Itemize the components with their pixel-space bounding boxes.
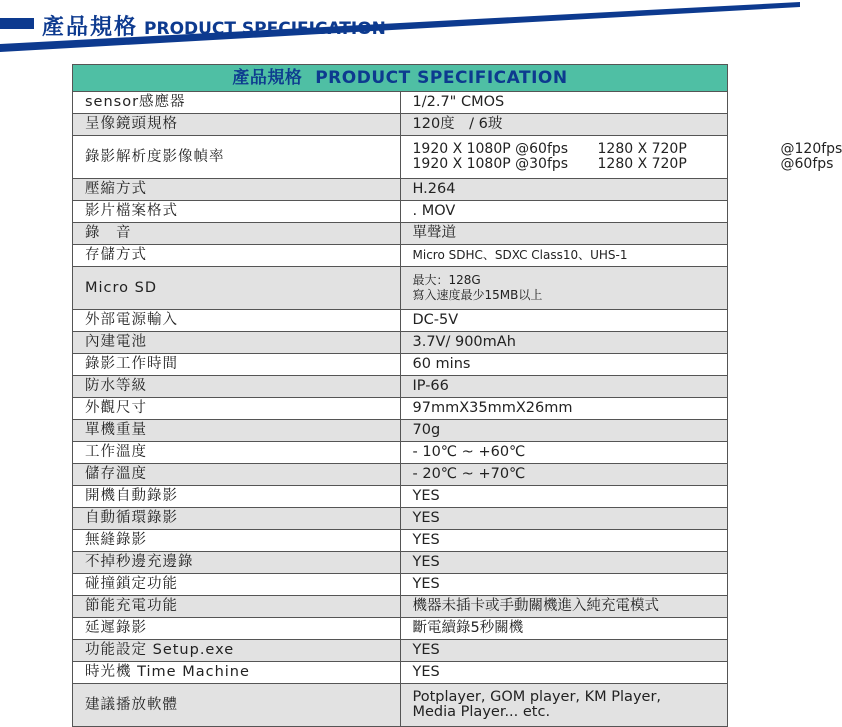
spec-value-line: Potplayer, GOM player, KM Player, [413,690,728,705]
resolution-cell: 1280 X 720P [598,142,781,157]
spec-label: 無縫錄影 [73,530,401,552]
spec-value: 70g [400,420,728,442]
spec-label: 不掉秒邊充邊錄 [73,552,401,574]
spec-header-en: PRODUCT SPECIFICATION [315,68,567,88]
spec-label: Micro SD [73,267,401,310]
spec-row [73,267,728,310]
spec-value: DC-5V [400,310,728,332]
page-title-cn: 產品規格 [42,15,138,40]
resolution-cell: 1280 X 720P [598,157,781,172]
spec-row [73,332,728,354]
spec-label: 時光機 Time Machine [73,662,401,684]
spec-value-line: 寫入速度最少15MB以上 [413,288,728,303]
resolution-cell: 1920 X 1080P @60fps [413,142,598,157]
spec-value: 機器未插卡或手動關機進入純充電模式 [400,596,728,618]
spec-row [73,420,728,442]
spec-table-body [73,92,728,727]
spec-row [73,310,728,332]
spec-label: 壓縮方式 [73,179,401,201]
spec-row [73,179,728,201]
spec-value: YES [400,508,728,530]
spec-label: 錄 音 [73,223,401,245]
spec-label: sensor感應器 [73,92,401,114]
spec-row [73,574,728,596]
spec-value-line: Media Player... etc. [413,705,728,720]
spec-label: 儲存溫度 [73,464,401,486]
spec-row [73,398,728,420]
spec-row [73,530,728,552]
spec-table-header-cell [73,65,728,92]
spec-row [73,223,728,245]
spec-value: 120度 / 6玻 [400,114,728,136]
spec-value: 97mmX35mmX26mm [400,398,728,420]
spec-value [400,267,728,310]
spec-label: 碰撞鎖定功能 [73,574,401,596]
spec-row [73,442,728,464]
spec-row [73,201,728,223]
spec-value: 60 mins [400,354,728,376]
spec-header-cn: 產品規格 [232,68,302,88]
spec-value [400,684,728,727]
spec-value: YES [400,574,728,596]
spec-label: 存儲方式 [73,245,401,267]
spec-row [73,640,728,662]
resolution-cell: @120fps [781,142,842,157]
spec-value: YES [400,486,728,508]
spec-value: . MOV [400,201,728,223]
spec-row [73,354,728,376]
spec-value: IP-66 [400,376,728,398]
spec-label: 節能充電功能 [73,596,401,618]
spec-value: YES [400,552,728,574]
spec-table-container [72,64,728,727]
spec-label: 錄影解析度影像幀率 [73,136,401,179]
spec-value: YES [400,640,728,662]
page-title-en: PRODUCT SPECIFICATION [144,19,386,39]
spec-row [73,662,728,684]
spec-label: 自動循環錄影 [73,508,401,530]
spec-label: 單機重量 [73,420,401,442]
resolution-cell: @60fps [781,157,842,172]
resolution-grid [413,142,728,172]
spec-row [73,596,728,618]
spec-row [73,92,728,114]
spec-value-line: 最大：128G [413,273,728,288]
spec-row [73,684,728,727]
spec-value: 3.7V/ 900mAh [400,332,728,354]
spec-row [73,376,728,398]
spec-value: Micro SDHC、SDXC Class10、UHS-1 [400,245,728,267]
spec-row [73,114,728,136]
spec-value: YES [400,662,728,684]
spec-label: 影片檔案格式 [73,201,401,223]
spec-label: 內建電池 [73,332,401,354]
spec-value: YES [400,530,728,552]
page-title [42,10,386,41]
spec-row [73,508,728,530]
spec-label: 功能設定 Setup.exe [73,640,401,662]
resolution-cell: 1920 X 1080P @30fps [413,157,598,172]
spec-value: 斷電續錄5秒關機 [400,618,728,640]
spec-value: H.264 [400,179,728,201]
spec-row [73,245,728,267]
spec-label: 開機自動錄影 [73,486,401,508]
spec-row [73,552,728,574]
spec-label: 錄影工作時間 [73,354,401,376]
spec-row [73,486,728,508]
spec-value: 1/2.7" CMOS [400,92,728,114]
spec-label: 工作溫度 [73,442,401,464]
spec-label: 外觀尺寸 [73,398,401,420]
spec-value: - 20℃ ~ +70℃ [400,464,728,486]
title-banner [0,0,800,52]
spec-label: 呈像鏡頭規格 [73,114,401,136]
spec-value: 單聲道 [400,223,728,245]
spec-row [73,136,728,179]
spec-row [73,618,728,640]
spec-value [400,136,728,179]
spec-label: 建議播放軟體 [73,684,401,727]
spec-table [72,64,728,727]
spec-table-header [73,65,728,92]
spec-label: 外部電源輸入 [73,310,401,332]
spec-value: - 10℃ ~ +60℃ [400,442,728,464]
spec-label: 防水等級 [73,376,401,398]
spec-row [73,464,728,486]
spec-label: 延遲錄影 [73,618,401,640]
